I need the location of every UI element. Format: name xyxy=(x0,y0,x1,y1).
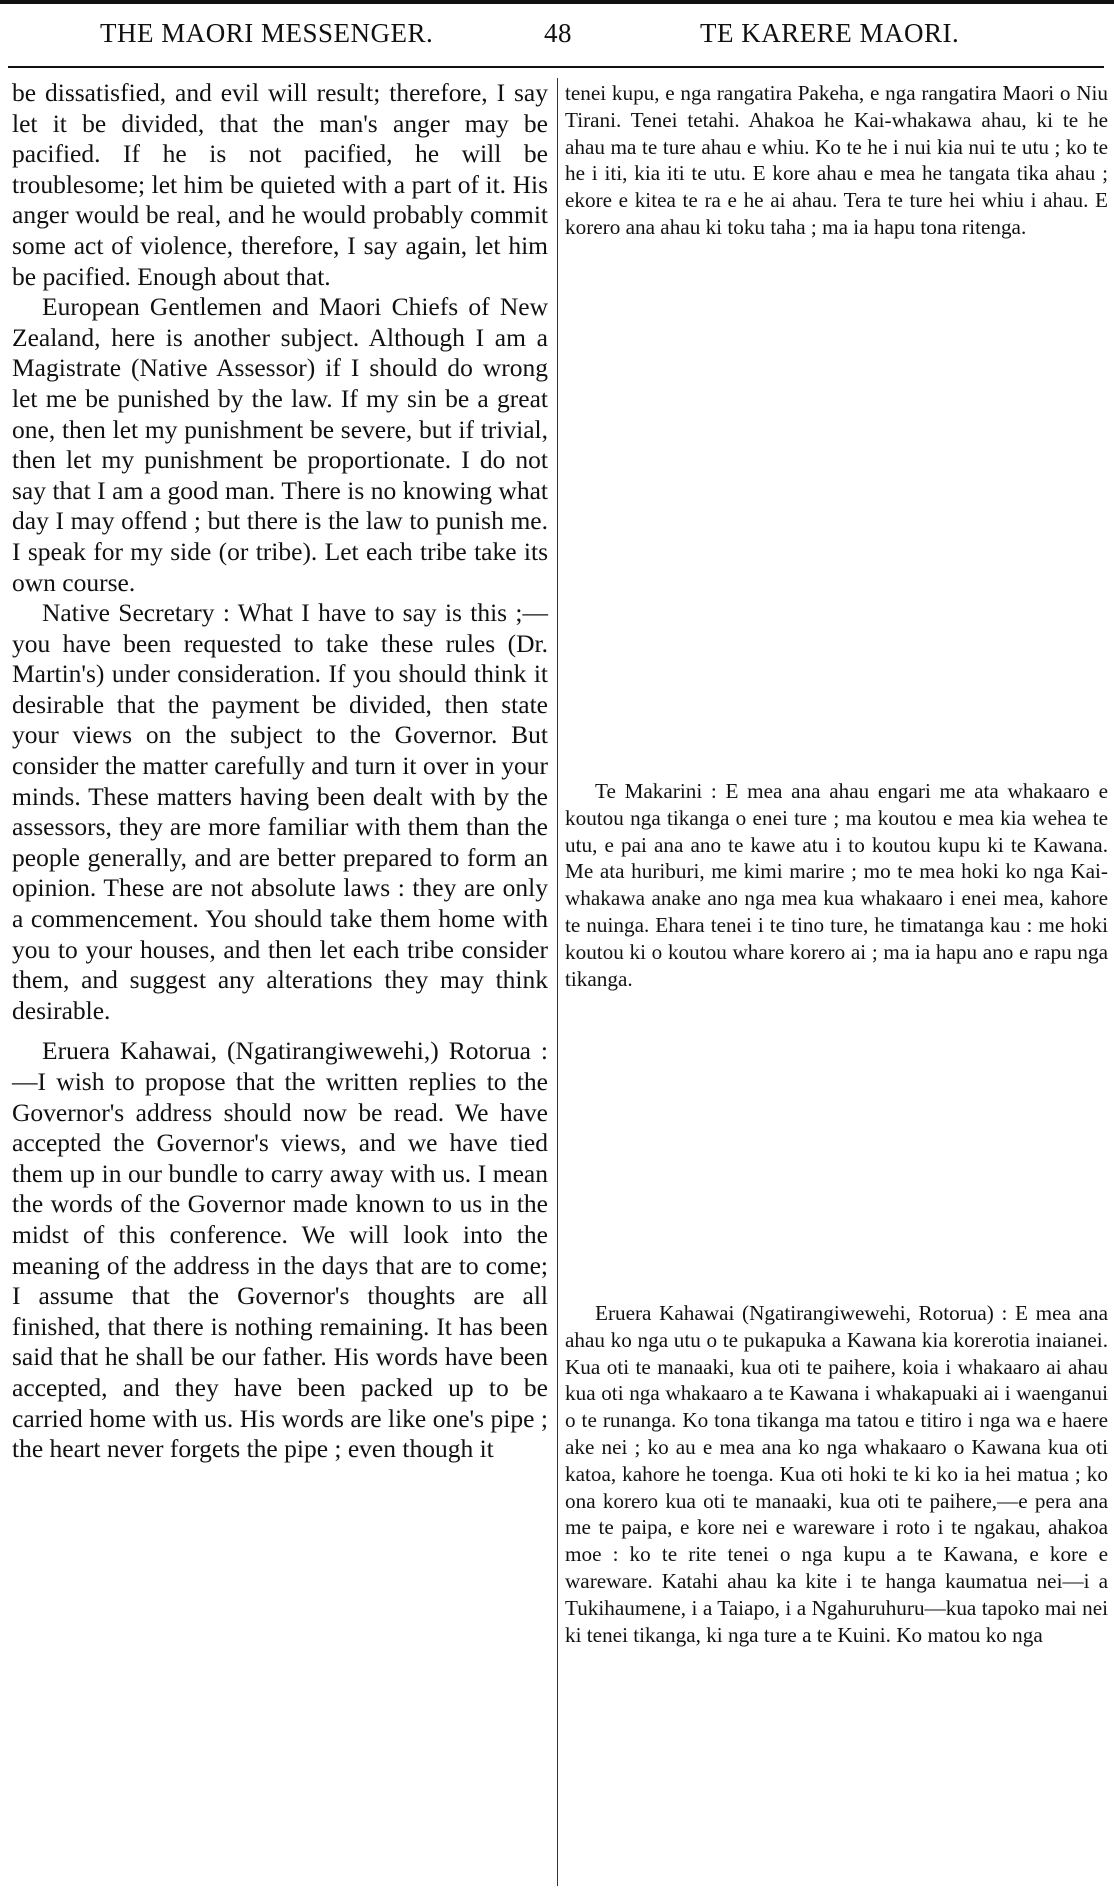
header-rule xyxy=(8,66,1104,68)
english-paragraph: Eruera Kahawai, (Ngatirangiwewehi,) Rotorua :—I wish to propose that the written replies to the Governor's address should now be read. We have accepted the Governor's views, and we have tied them up in our bundle to carry away with us. I mean the words of the Governor made known to us in the midst of this conference. We will look into the meaning of the address in the days that are to come; I assume that the Governor's thoughts are all finished, that there is nothing remaining. It has been said that he shall be our father. His words have been accepted, and they have been packed up to be carried home with us. His words are like one's pipe ; the heart never forgets the pipe ; even though it xyxy=(12,1036,548,1464)
maori-paragraph: Eruera Kahawai (Ngatirangiwewehi, Rotorua) : E mea ana ahau ko nga utu o te pukapuka a Kawana kia korerotia inaianei. Kua oti te manaaki, kua oti te paihere, koia i whakaaro ai ahau kua oti nga whakaaro a te Kawana i whakapuaki ai i waenganui o te runanga. Ko tona tikanga ma tatou e titiro i nga wa e haere ake nei ; ko au e mea ana ko nga whakaaro o Kawana kua oti katoa, kahore he toenga. Kua oti hoki te ki ko ia hei matua ; ko ona korero kua oti te manaaki, kua oti te paihere,—e pera ana me te paipa, e kore nei e wareware i roto i te ngakau, ahakoa moe : ko te rite tenei o nga kupu a te Kawana, e kore e wareware. Katahi ahau ka kite i te hanga kaumatua nei—i a Tukihaumene, i a Taiapo, i a Ngahuruhuru—kua tapoko mai nei ki tenei tikanga, ki nga ture a te Kuini. Ko matou ko nga xyxy=(565,1301,1108,1647)
header-maori-title: TE KARERE MAORI. xyxy=(700,18,960,48)
english-column xyxy=(12,78,548,1465)
maori-block-1 xyxy=(565,80,1108,241)
english-paragraph: European Gentlemen and Maori Chiefs of New Zealand, here is another subject. Although I am a Magistrate (Native Assessor) if I should do wrong let me be punished by the law. If my sin be a great one, then let my punishment be severe, but if trivial, then let my punishment be proportionate. I do not say that I am a good man. There is no knowing what day I may offend ; but there is the law to punish me. I speak for my side (or tribe). Let each tribe take its own course. xyxy=(12,292,548,597)
top-border xyxy=(0,0,1114,4)
page-number: 48 xyxy=(544,18,572,48)
column-divider xyxy=(557,78,558,1886)
english-paragraph: be dissatisfied, and evil will result; therefore, I say let it be divided, that the man's anger may be pacified. If he is not pacified, he will be troublesome; let him be quieted with a part of it. His anger would be real, and he would probably commit some act of violence, therefore, I say again, let him be pacified. Enough about that. xyxy=(12,78,548,291)
maori-block-3 xyxy=(565,1300,1108,1648)
page-header xyxy=(0,0,1114,80)
english-paragraph: Native Secretary : What I have to say is this ;—you have been requested to take these rules (Dr. Martin's) under consideration. If you should think it desirable that the payment be divided, then state your views on the subject to the Governor. But consider the matter carefully and turn it over in your minds. These matters having been dealt with by the assessors, they are more familiar with them than the people generally, and are better prepared to form an opinion. These are not absolute laws : they are only a commencement. You should take them home with you to your houses, and then let each tribe consider them, and suggest any alterations they may think desirable. xyxy=(12,598,548,1025)
maori-paragraph: Te Makarini : E mea ana ahau engari me ata whakaaro e koutou nga tikanga o enei ture ; ma koutou e mea kia wehea te utu, e pai ana ano te kawe atu i to koutou kupu ki te Kawana. Me ata huriburi, me kimi marire ; mo te mea hoki ko nga Kai-whakawa anake ano nga mea kua whakaaro i enei mea, kahore te nuinga. Ehara tenei i te tino ture, he timatanga kau : me hoki koutou ki o koutou whare korero ai ; ma ia hapu ano e rapu nga tikanga. xyxy=(565,779,1108,991)
maori-block-2 xyxy=(565,778,1108,992)
maori-paragraph: tenei kupu, e nga rangatira Pakeha, e nga rangatira Maori o Niu Tirani. Tenei tetahi. Ahakoa he Kai-whakawa ahau, ki te he ahau ma te ture ahau e whiu. Ko te he i nui kia nui te utu ; ko te he i iti, kia iti te utu. E kore ahau e mea he tangata tika ahau ; ekore e kitea te ra e he ai ahau. Tera te ture hei whiu i ahau. E korero ana ahau ki toku taha ; ma ia hapu tona ritenga. xyxy=(565,81,1108,239)
header-english-title: THE MAORI MESSENGER. xyxy=(100,18,434,48)
